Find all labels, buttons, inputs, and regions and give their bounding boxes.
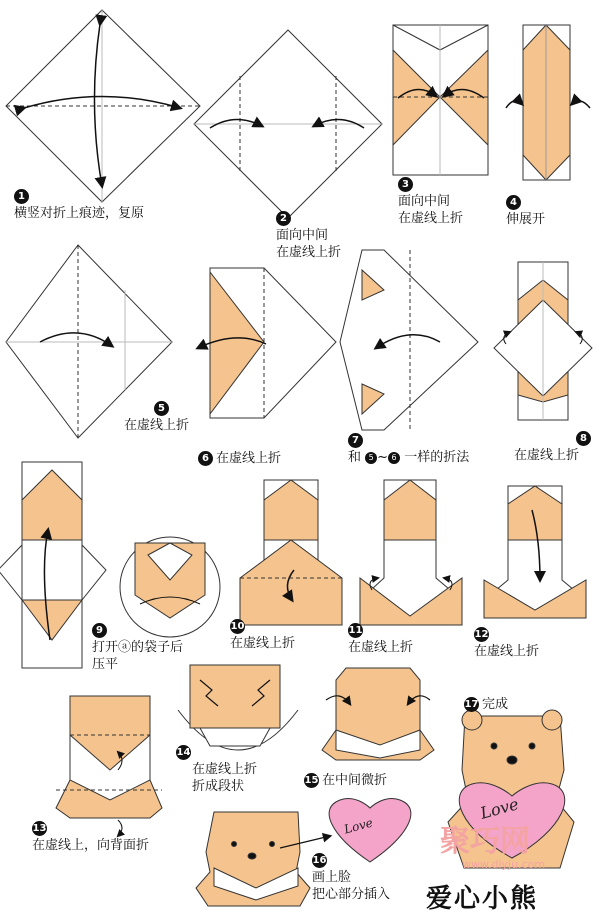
step10-figure [240, 480, 342, 625]
step14-label: 14 在虚线上折 折成段状 [176, 747, 258, 794]
step17-label: 17 完成 [464, 697, 509, 712]
step4-label: 4 伸展开 [506, 197, 546, 227]
step16-label: 16 画上脸 把心部分插入 [312, 855, 391, 902]
watermark-logo: 聚巧网 [440, 824, 530, 859]
step3-label: 3 面向中间 在虚线上折 [398, 179, 464, 226]
step9-figure [0, 462, 106, 668]
step6-figure [198, 268, 336, 418]
step11-figure [360, 480, 462, 625]
step13-figure [56, 696, 162, 836]
step16-bear [196, 812, 330, 906]
page-title: 爱心小熊 [426, 884, 539, 914]
step10-label: 10 在虚线上折 [230, 621, 296, 651]
step1-label: 1 横竖对折上痕迹，复原 [14, 191, 145, 221]
step3-figure [393, 25, 488, 175]
step13-label: 13 在虚线上，向背面折 [32, 823, 150, 853]
step6-label: 6 在虚线上折 [198, 450, 281, 467]
step12-figure [484, 486, 586, 618]
step1-figure [6, 10, 200, 202]
step9-label: 9 打开ⓐ的袋子后 压平 [92, 625, 184, 672]
step5-label: 5 在虚线上折 [124, 403, 190, 433]
step12-label: 12 在虚线上折 [474, 629, 540, 659]
step7-figure [340, 250, 478, 430]
heart-text-step16: Love [342, 815, 375, 837]
step2-figure [194, 30, 382, 218]
heart-text-step17: Love [478, 794, 521, 823]
step11-label: 11 在虚线上折 [348, 625, 414, 655]
step15-label: 15 在中间微折 [304, 773, 388, 788]
step15-figure [322, 668, 434, 760]
step8-label: 8 在虚线上折 [514, 430, 594, 464]
step2-label: 2 面向中间 在虚线上折 [276, 213, 342, 260]
step7-label: 7 和 5 ~ 6 一样的折法 [348, 435, 470, 465]
step8-figure [494, 262, 592, 420]
step14-figure [178, 665, 298, 750]
watermark-url: www.diyju.com [462, 858, 546, 871]
step4-figure [506, 25, 590, 180]
